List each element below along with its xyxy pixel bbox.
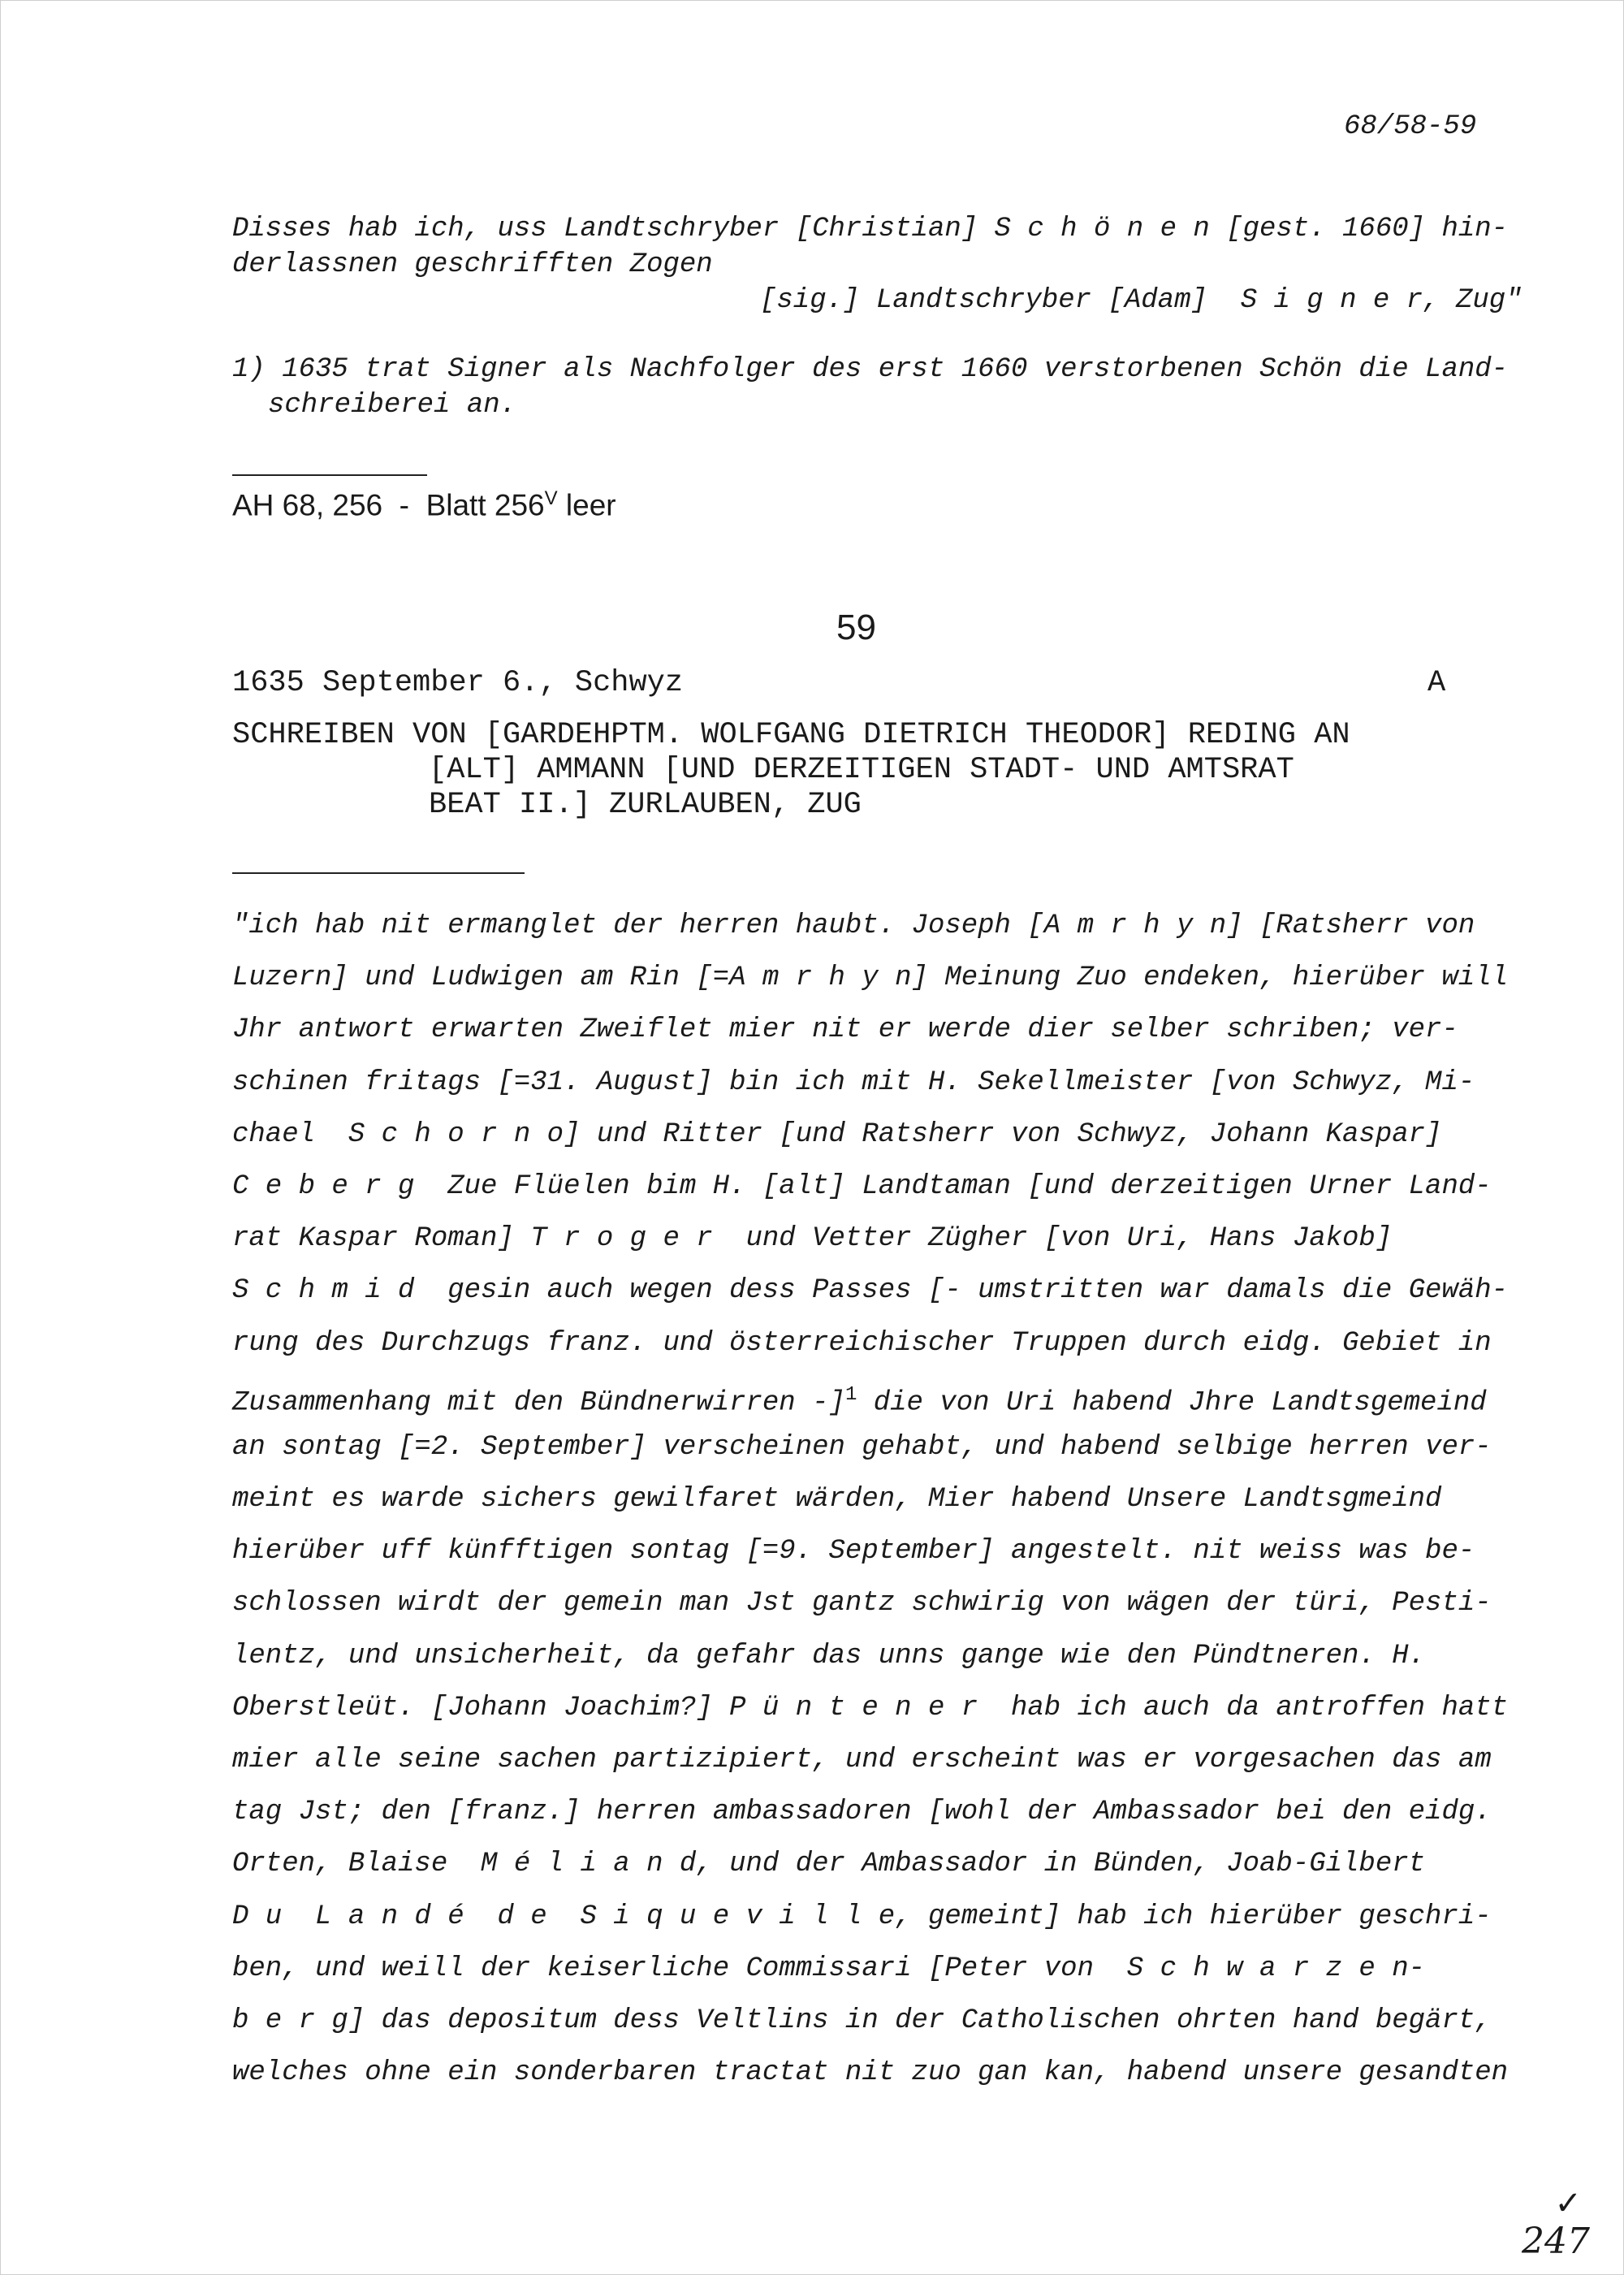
body-line: Luzern] und Ludwigen am Rin [=A m r h y n] Meinung Zuo endeken, hierüber will bbox=[232, 962, 1509, 994]
body-line: chael S c h o r n o] und Ritter [und Ratsherr von Schwyz, Johann Kaspar] bbox=[232, 1118, 1442, 1150]
prev-doc-line-2: derlassnen geschrifften Zogen bbox=[232, 249, 713, 280]
ah-note bbox=[232, 487, 616, 522]
body-line: meint es warde sichers gewilfaret wärden, Mier habend Unsere Landtsgmeind bbox=[232, 1484, 1442, 1516]
body-line: schlossen wirdt der gemein man Jst gantz schwirig von wägen der türi, Pesti- bbox=[232, 1588, 1492, 1620]
page-reference: 68/58-59 bbox=[1344, 111, 1477, 142]
separator-rule-1 bbox=[232, 474, 427, 476]
document-title-line-2: [ALT] AMMANN [UND DERZEITIGEN STADT- UND AMTSRAT bbox=[429, 753, 1294, 787]
body-line: Jhr antwort erwarten Zweiflet mier nit er werde dier selber schriben; ver- bbox=[232, 1014, 1458, 1046]
body-line: Orten, Blaise M é l i a n d, und der Ambassador in Bünden, Joab-Gilbert bbox=[232, 1849, 1426, 1880]
body-line: tag Jst; den [franz.] herren ambassadoren [wohl der Ambassador bei den eidg. bbox=[232, 1797, 1492, 1828]
footnote-line-2: schreiberei an. bbox=[268, 390, 517, 421]
body-line: C e b e r g Zue Flüelen bim H. [alt] Landtaman [und derzeitigen Urner Land- bbox=[232, 1170, 1492, 1202]
body-line: hierüber uff künfftigen sontag [=9. September] angestelt. nit weiss was be- bbox=[232, 1536, 1475, 1568]
body-line-10-text: Zusammenhang mit den Bündnerwirren -] bbox=[232, 1387, 845, 1419]
document-date-place: 1635 September 6., Schwyz bbox=[232, 666, 684, 700]
body-line: b e r g] das depositum dess Veltlins in der Catholischen ohrten hand begärt, bbox=[232, 2005, 1492, 2036]
handwritten-page-number: 247 bbox=[1522, 2221, 1590, 2262]
body-line: lentz, und unsicherheit, da gefahr das unns gange wie den Pündtneren. H. bbox=[232, 1640, 1426, 1672]
body-line: D u L a n d é d e S i q u e v i l l e, gemeint] hab ich hierüber geschri- bbox=[232, 1901, 1492, 1932]
prev-doc-line-1: Disses hab ich, uss Landtschryber [Christian] S c h ö n e n [gest. 1660] hin- bbox=[232, 214, 1509, 244]
ah-note-tail: leer bbox=[557, 488, 616, 522]
document-title-line-3: BEAT II.] ZURLAUBEN, ZUG bbox=[429, 788, 862, 822]
body-line: rat Kaspar Roman] T r o g e r und Vetter Zügher [von Uri, Hans Jakob] bbox=[232, 1223, 1393, 1255]
body-line: Oberstleüt. [Johann Joachim?] P ü n t e n e r hab ich auch da antroffen hatt bbox=[232, 1692, 1509, 1724]
body-line: ben, und weill der keiserliche Commissari [Peter von S c h w a r z e n- bbox=[232, 1953, 1426, 1984]
body-line: mier alle seine sachen partizipiert, und erscheint was er vorgesachen das am bbox=[232, 1745, 1492, 1775]
separator-rule-2 bbox=[232, 872, 525, 874]
body-line: schinen fritags [=31. August] bin ich mit H. Sekellmeister [von Schwyz, Mi- bbox=[232, 1066, 1475, 1098]
document-title-line-1: SCHREIBEN VON [GARDEHPTM. WOLFGANG DIETRICH THEODOR] REDING AN bbox=[232, 718, 1350, 752]
body-line: welches ohne ein sonderbaren tractat nit zuo gan kan, habend unsere gesandten bbox=[232, 2057, 1509, 2089]
body-line: an sontag [=2. September] verscheinen gehabt, und habend selbige herren ver- bbox=[232, 1431, 1492, 1463]
body-line-10-tail: die von Uri habend Jhre Landtsgemeind bbox=[857, 1387, 1487, 1419]
handwritten-check-icon: ✓ bbox=[1554, 2185, 1582, 2222]
body-line: rung des Durchzugs franz. und österreichischer Truppen durch eidg. Gebiet in bbox=[232, 1327, 1492, 1359]
body-line: S c h m i d gesin auch wegen dess Passes [- umstritten war damals die Gewäh- bbox=[232, 1275, 1509, 1307]
ah-note-text: AH 68, 256 - Blatt 256 bbox=[232, 488, 545, 522]
ah-note-sup: V bbox=[544, 487, 558, 509]
prev-doc-signature: [sig.] Landtschryber [Adam] S i g n e r, Zug" bbox=[760, 285, 1522, 316]
body-line: "ich hab nit ermanglet der herren haubt. Joseph [A m r h y n] [Ratsherr von bbox=[232, 910, 1475, 941]
document-number: 59 bbox=[836, 608, 876, 647]
body-line-with-footnote bbox=[232, 1369, 1499, 1421]
footnote-line-1: 1) 1635 trat Signer als Nachfolger des erst 1660 verstorbenen Schön die Land- bbox=[232, 354, 1509, 385]
document-marker: A bbox=[1427, 666, 1446, 700]
footnote-marker: 1 bbox=[844, 1383, 857, 1406]
document-body bbox=[232, 900, 1509, 2099]
